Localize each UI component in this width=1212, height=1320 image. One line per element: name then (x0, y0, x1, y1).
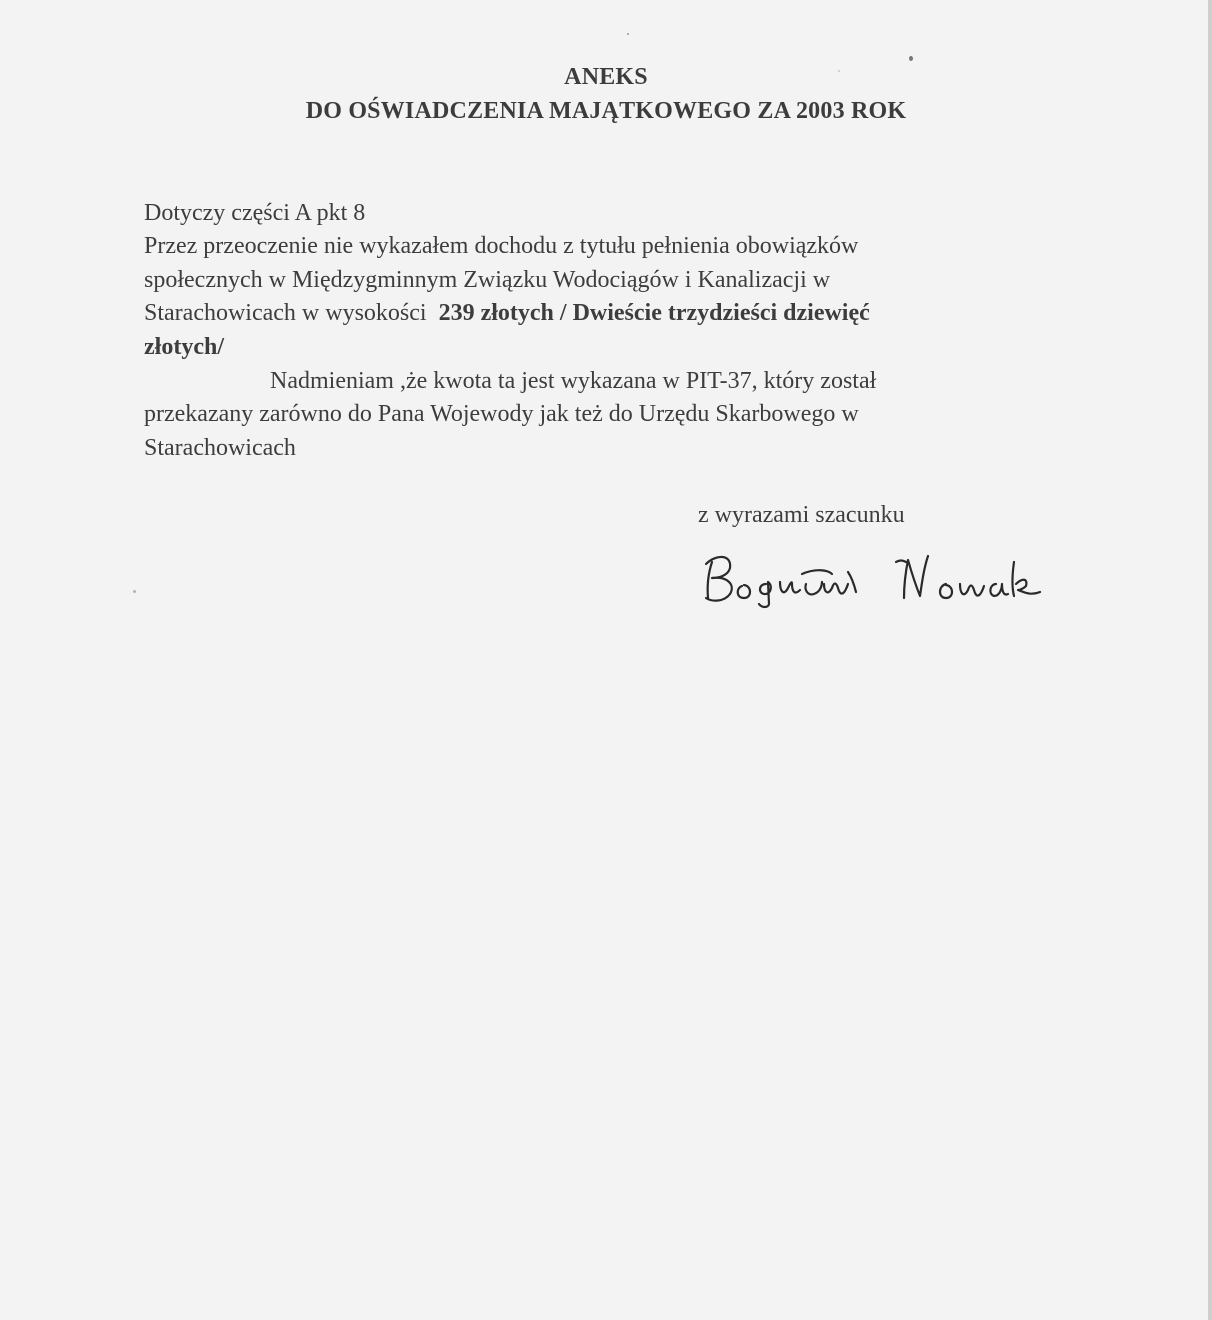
document-subtitle: DO OŚWIADCZENIA MAJĄTKOWEGO ZA 2003 ROK (305, 98, 907, 124)
body-line-indented: Nadmieniam ,że kwota ta jest wykazana w PIT-37, który został (270, 368, 877, 394)
amount-bold: 239 złotych / Dwieście trzydzieści dziewięć (438, 300, 870, 326)
body-line: Starachowicach (144, 435, 296, 461)
body-line-amount (144, 300, 870, 327)
handwritten-signature (696, 540, 1066, 610)
document-title: ANEKS (564, 64, 648, 90)
scan-speck (627, 33, 629, 35)
body-line-text: Starachowicach w wysokości (144, 300, 427, 326)
closing-text: z wyrazami szacunku (698, 502, 905, 528)
body-line: Przez przeoczenie nie wykazałem dochodu z tytułu pełnienia obowiązków (144, 233, 859, 259)
amount-bold-continued: złotych/ (144, 334, 224, 360)
body-line: społecznych w Międzygminnym Związku Wodociągów i Kanalizacji w (144, 267, 831, 293)
scan-edge (1208, 0, 1212, 1320)
scan-speck (909, 56, 913, 61)
scan-speck (133, 590, 136, 593)
body-line: przekazany zarówno do Pana Wojewody jak też do Urzędu Skarbowego w (144, 401, 859, 427)
body-line-reference: Dotyczy części A pkt 8 (144, 200, 366, 226)
